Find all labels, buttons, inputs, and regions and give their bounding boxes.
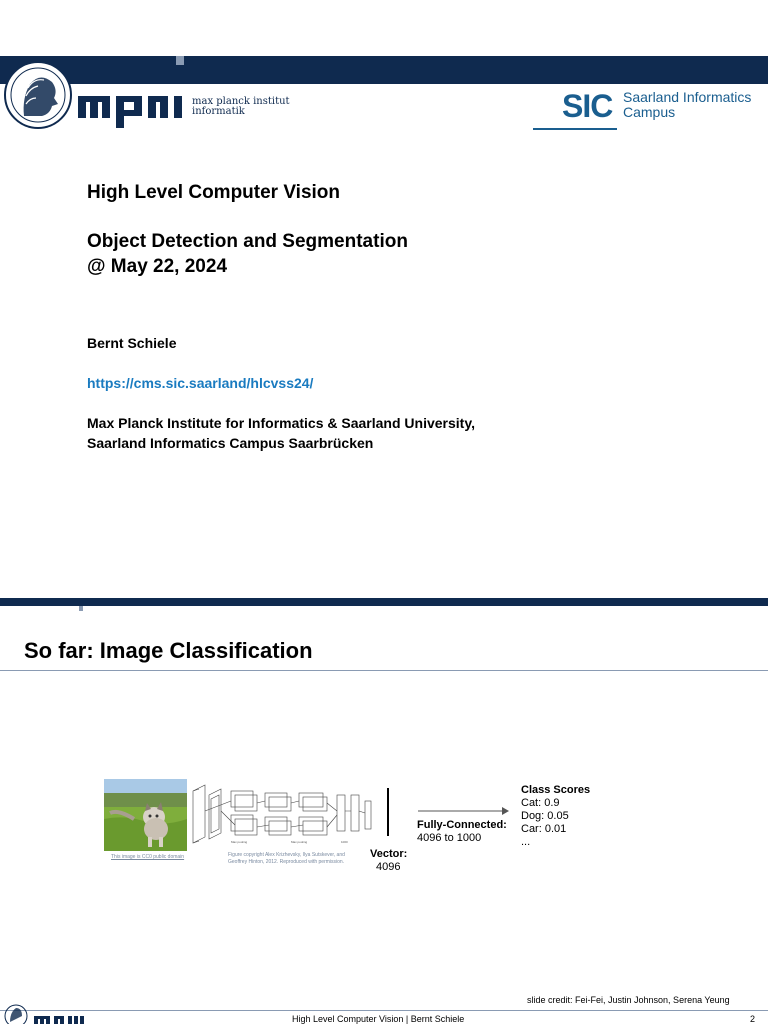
alexnet-architecture-figure <box>191 781 376 851</box>
svg-text:Max pooling: Max pooling <box>231 840 248 844</box>
vector-size: 4096 <box>376 861 401 873</box>
slide-credit: slide credit: Fei-Fei, Justin Johnson, Serena Yeung <box>527 995 730 1005</box>
class-score-dog: Dog: 0.05 <box>521 810 569 822</box>
page-number: 2 <box>750 1014 756 1024</box>
class-scores-title: Class Scores <box>521 784 591 796</box>
author-name: Bernt Schiele <box>87 335 177 351</box>
affiliation-line1: Max Planck Institute for Informatics & Saarland University, <box>87 415 475 431</box>
classification-slide <box>0 598 768 1024</box>
header-bar <box>0 598 768 606</box>
class-score-car: Car: 0.01 <box>521 823 567 835</box>
lecture-date: @ May 22, 2024 <box>87 256 228 277</box>
course-title: High Level Computer Vision <box>87 182 341 203</box>
mpi-footer-logo <box>4 1000 94 1024</box>
course-url-link[interactable]: https://cms.sic.saarland/hlcvss24/ <box>87 375 314 391</box>
svg-text:Max pooling: Max pooling <box>291 840 308 844</box>
mpi-logo-text <box>192 97 290 117</box>
title-divider <box>0 670 768 671</box>
mpi-logo-line1: max planck institut <box>192 96 290 107</box>
sic-logo-text <box>623 90 751 120</box>
affiliation-line2: Saarland Informatics Campus Saarbrücken <box>87 435 374 451</box>
feature-vector-bar <box>387 788 389 836</box>
svg-text:1000: 1000 <box>341 840 348 844</box>
sic-logo-line2: Campus <box>623 104 676 120</box>
class-score-cat: Cat: 0.9 <box>521 797 560 809</box>
footer-divider <box>0 1010 768 1011</box>
figure-caption-line1: Figure copyright Alex Krizhevsky, Ilya Sutskever, and <box>228 852 345 858</box>
cat-image <box>104 779 187 851</box>
arrow-icon <box>418 806 510 816</box>
fc-label: Fully-Connected: <box>417 819 507 831</box>
footer-text: High Level Computer Vision | Bernt Schiele <box>292 1014 465 1024</box>
header-bar-marker <box>79 606 83 611</box>
class-score-more: ... <box>521 836 531 848</box>
sic-underline <box>533 128 617 130</box>
image-caption[interactable]: This image is CC0 public domain <box>111 854 185 860</box>
slide-title: So far: Image Classification <box>24 638 313 663</box>
sic-logo-line1: Saarland Informatics <box>623 89 752 105</box>
figure-caption-line2: Geoffrey Hinton, 2012. Reproduced with permission. <box>228 859 345 865</box>
lecture-title: Object Detection and Segmentation <box>87 231 408 252</box>
vector-label: Vector: <box>370 848 408 860</box>
sic-logo-mark: SIC <box>562 88 613 124</box>
mpi-logo-line2: informatik <box>192 106 245 117</box>
fc-size: 4096 to 1000 <box>417 832 482 844</box>
